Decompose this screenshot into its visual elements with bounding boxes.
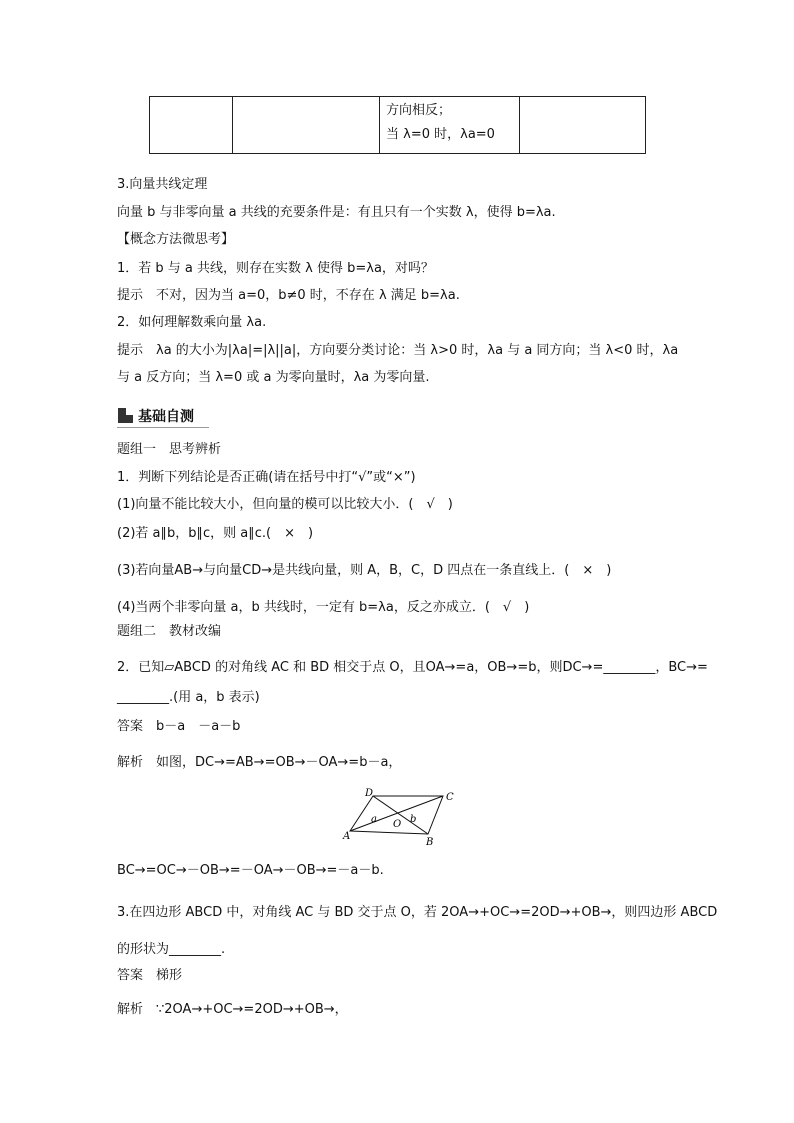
concept-hint-2-line1: 提示 λa 的大小为|λa|=|λ||a|，方向要分类讨论：当 λ>0 时，λa 与 a 同方向；当 λ<0 时，λa bbox=[117, 343, 679, 358]
cell-text: 方向相反； bbox=[386, 103, 452, 118]
question-1-item-4: (4)当两个非零向量 a，b 共线时，一定有 b=λa，反之亦成立．( √ ) bbox=[117, 600, 530, 615]
concept-hint-1: 提示 不对，因为当 a=0，b≠0 时，不存在 λ 满足 b=λa. bbox=[117, 288, 460, 303]
selftest-title: 基础自测 bbox=[138, 409, 194, 425]
label-vector-b: b bbox=[410, 814, 417, 825]
group-1-heading: 题组一 思考辨析 bbox=[117, 442, 222, 457]
cell-text: 当 λ=0 时，λa=0 bbox=[386, 127, 495, 142]
question-2-line1: 2．已知▱ABCD 的对角线 AC 和 BD 相交于点 O，且OA→=a，OB→=b，则DC→=________，BC→= bbox=[117, 660, 708, 675]
question-1-item-2: (2)若 a∥b，b∥c，则 a∥c.( × ) bbox=[117, 526, 314, 541]
question-3-analysis: 解析 ∵2OA→+OC→=2OD→+OB→， bbox=[117, 1002, 348, 1017]
group-2-heading: 题组二 教材改编 bbox=[117, 624, 222, 639]
parallelogram-figure bbox=[336, 786, 464, 848]
table-cell bbox=[520, 97, 646, 154]
label-b-vertex: B bbox=[426, 837, 434, 848]
parallelogram-diagram bbox=[336, 786, 464, 848]
table-row bbox=[150, 97, 646, 154]
question-2-answer: 答案 b－a －a－b bbox=[117, 719, 241, 734]
question-3-line2: 的形状为________. bbox=[117, 942, 226, 957]
question-1-item-1: (1)向量不能比较大小，但向量的模可以比较大小．( √ ) bbox=[117, 497, 453, 512]
table-cell bbox=[150, 97, 233, 154]
theorem-text: 向量 b 与非零向量 a 共线的充要条件是：有且只有一个实数 λ，使得 b=λa. bbox=[117, 205, 556, 220]
selftest-header bbox=[117, 405, 209, 428]
question-1-item-3: (3)若向量AB→与向量CD→是共线向量，则 A，B，C，D 四点在一条直线上．( × ) bbox=[117, 563, 612, 578]
concept-hint-2-line2: 与 a 反方向；当 λ=0 或 a 为零向量时，λa 为零向量. bbox=[117, 370, 430, 385]
table-cell bbox=[380, 97, 520, 154]
label-c-vertex: C bbox=[446, 792, 454, 803]
question-1: 1．判断下列结论是否正确(请在括号中打“√”或“×”) bbox=[117, 470, 416, 485]
label-d-vertex: D bbox=[365, 788, 374, 799]
section-square-icon bbox=[118, 408, 133, 423]
section-heading: 3.向量共线定理 bbox=[117, 177, 208, 192]
label-o-center: O bbox=[393, 819, 402, 830]
concept-question-2: 2．如何理解数乘向量 λa. bbox=[117, 315, 267, 330]
concept-question-1: 1．若 b 与 a 共线，则存在实数 λ 使得 b=λa，对吗？ bbox=[117, 261, 434, 276]
label-vector-a: a bbox=[371, 814, 377, 825]
question-2-line2: ________.(用 a，b 表示) bbox=[117, 690, 260, 705]
question-2-analysis: 解析 如图，DC→=AB→=OB→－OA→=b－a， bbox=[117, 755, 402, 770]
table-cell bbox=[233, 97, 380, 154]
continuation-table bbox=[149, 96, 646, 154]
question-3-line1: 3.在四边形 ABCD 中，对角线 AC 与 BD 交于点 O，若 2OA→+OC→=2OD→+OB→，则四边形 ABCD bbox=[117, 905, 718, 920]
concept-heading: 【概念方法微思考】 bbox=[117, 232, 235, 247]
question-2-result: BC→=OC→－OB→=－OA→－OB→=－a－b. bbox=[117, 863, 384, 878]
question-3-answer: 答案 梯形 bbox=[117, 968, 183, 983]
label-a-vertex: A bbox=[343, 831, 351, 842]
